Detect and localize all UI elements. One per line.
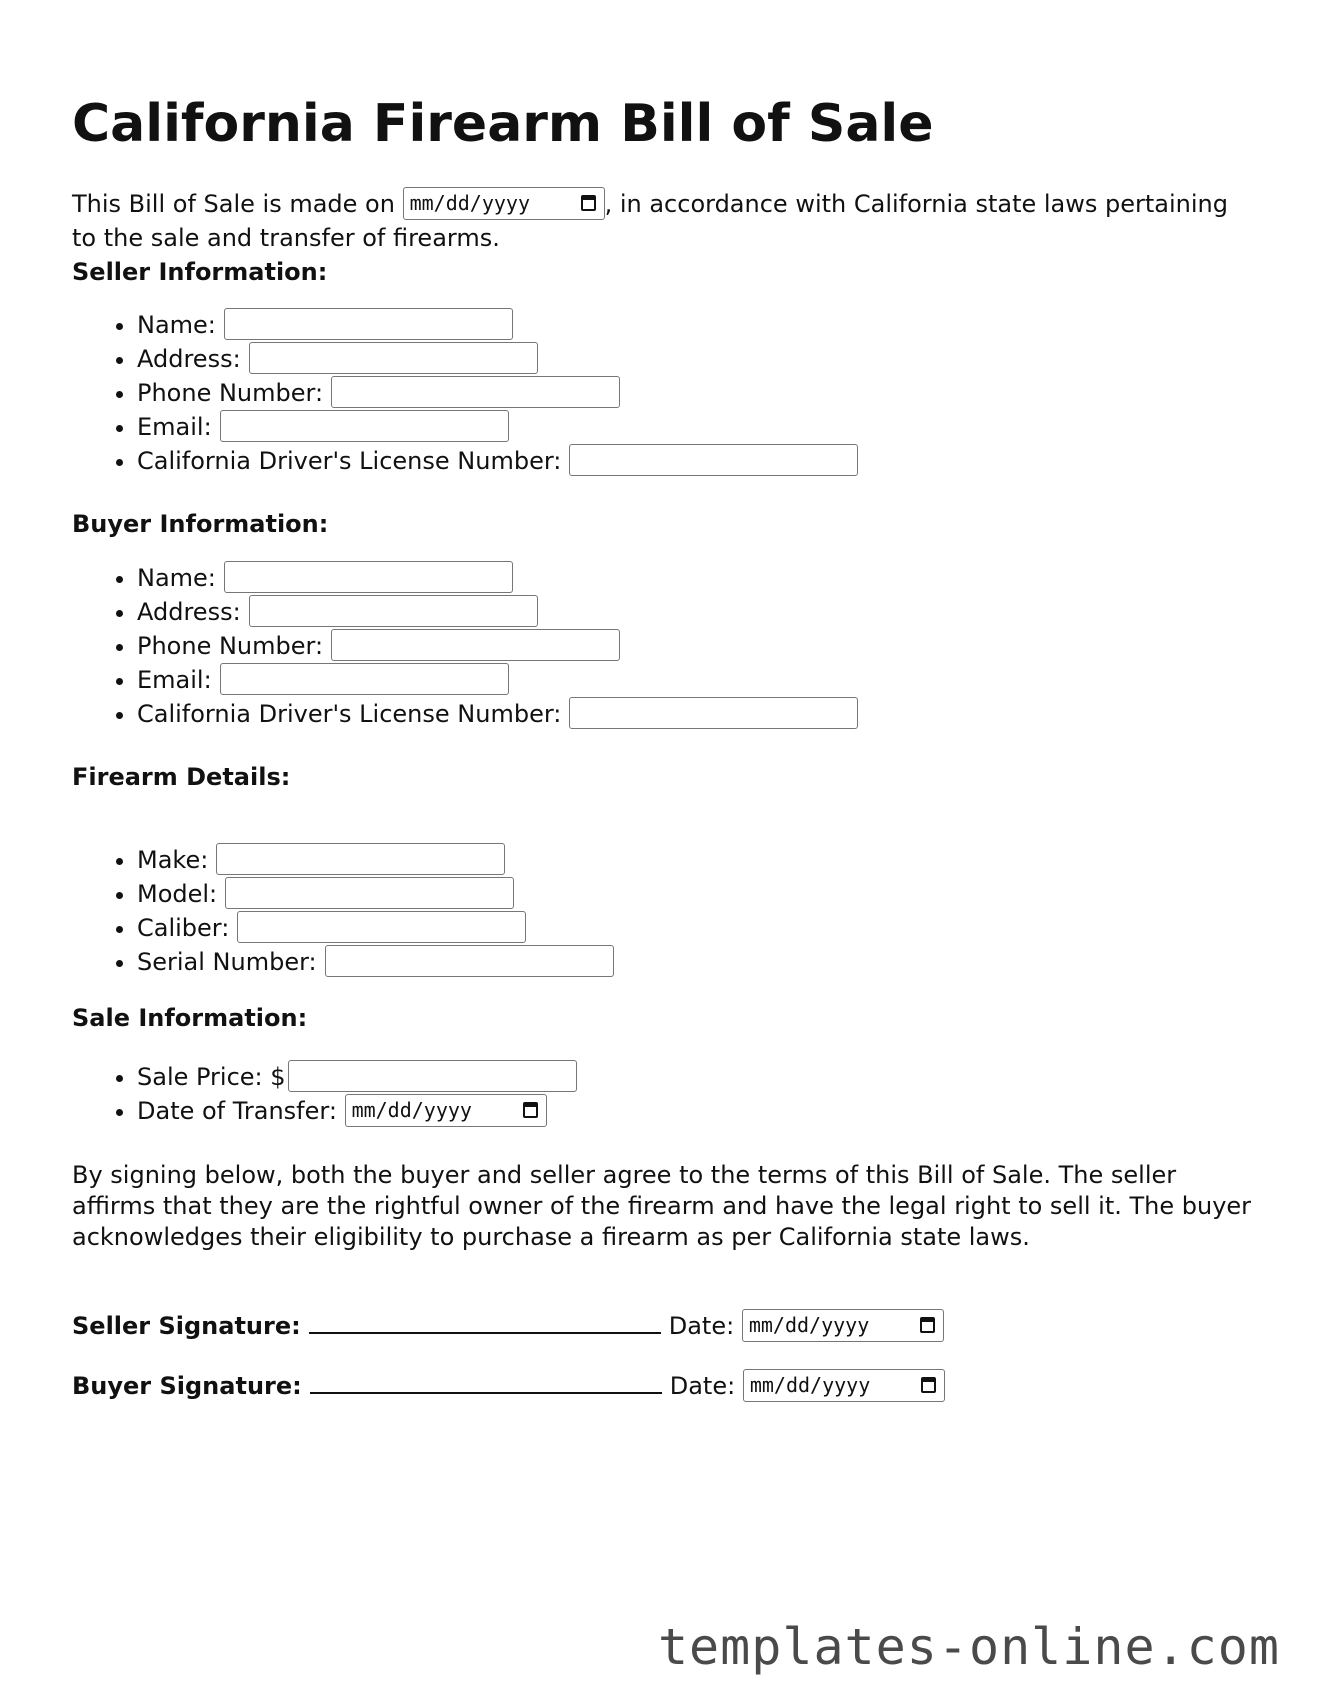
seller-address-item — [137, 342, 858, 376]
firearm-model-item — [137, 877, 614, 911]
seller-signature-row — [72, 1308, 944, 1344]
buyer-phone-label: Phone Number: — [137, 632, 324, 660]
seller-date-placeholder: mm/dd/yyyy — [748, 1313, 870, 1337]
seller-phone-label: Phone Number: — [137, 379, 324, 407]
calendar-icon[interactable] — [523, 1102, 538, 1118]
sale-date-placeholder: mm/dd/yyyy — [409, 190, 530, 215]
firearm-caliber-input[interactable] — [237, 911, 526, 943]
buyer-phone-input[interactable] — [331, 629, 620, 661]
calendar-icon[interactable] — [581, 195, 596, 211]
watermark-text: templates-online.com — [657, 1618, 1280, 1676]
sale-heading: Sale Information: — [72, 1004, 308, 1032]
buyer-license-item — [137, 697, 858, 731]
firearm-make-item — [137, 843, 614, 877]
calendar-icon[interactable] — [920, 1317, 935, 1333]
buyer-heading: Buyer Information: — [72, 510, 329, 538]
page-title: California Firearm Bill of Sale — [72, 94, 934, 154]
buyer-signature-row — [72, 1368, 945, 1404]
firearm-serial-input[interactable] — [325, 945, 614, 977]
seller-signature-line[interactable] — [309, 1310, 661, 1334]
firearm-caliber-item — [137, 911, 614, 945]
seller-signature-label: Seller Signature: — [72, 1312, 301, 1340]
buyer-address-label: Address: — [137, 598, 241, 626]
agreement-paragraph: By signing below, both the buyer and seller agree to the terms of this Bill of Sale. The seller affirms that they are the rightful owner of the firearm and have the legal right to sell it. The buyer acknowledges their eligibility to purchase a firearm as per California state laws. — [72, 1161, 1252, 1251]
transfer-date-input[interactable] — [345, 1094, 547, 1127]
seller-date-label: Date: — [668, 1312, 735, 1340]
transfer-date-item — [137, 1094, 577, 1128]
buyer-name-label: Name: — [137, 564, 216, 592]
buyer-date-label: Date: — [669, 1372, 736, 1400]
buyer-email-label: Email: — [137, 666, 212, 694]
seller-license-input[interactable] — [569, 444, 858, 476]
buyer-date-placeholder: mm/dd/yyyy — [749, 1373, 871, 1397]
seller-license-item — [137, 444, 858, 478]
seller-email-item — [137, 410, 858, 444]
firearm-model-label: Model: — [137, 880, 218, 908]
buyer-date-input[interactable] — [743, 1369, 945, 1402]
buyer-address-input[interactable] — [249, 595, 538, 627]
firearm-fields — [72, 843, 614, 979]
firearm-model-input[interactable] — [225, 877, 514, 909]
seller-name-input[interactable] — [224, 308, 513, 340]
firearm-caliber-label: Caliber: — [137, 914, 230, 942]
buyer-signature-label: Buyer Signature: — [72, 1372, 302, 1400]
firearm-make-label: Make: — [137, 846, 209, 874]
seller-phone-item — [137, 376, 858, 410]
seller-name-label: Name: — [137, 311, 216, 339]
buyer-fields — [72, 561, 858, 731]
buyer-phone-item — [137, 629, 858, 663]
seller-fields — [72, 308, 858, 478]
intro-text-after: , in accordance with California state laws pertaining to the sale and transfer of firearms. — [72, 190, 1228, 252]
buyer-email-input[interactable] — [220, 663, 509, 695]
buyer-signature-line[interactable] — [310, 1370, 662, 1394]
firearm-serial-item — [137, 945, 614, 979]
seller-address-label: Address: — [137, 345, 241, 373]
sale-fields — [72, 1060, 577, 1128]
sale-price-input[interactable] — [288, 1060, 577, 1092]
buyer-name-input[interactable] — [224, 561, 513, 593]
sale-price-item — [137, 1060, 577, 1094]
seller-date-input[interactable] — [742, 1309, 944, 1342]
seller-address-input[interactable] — [249, 342, 538, 374]
intro-paragraph — [72, 188, 1252, 255]
transfer-date-label: Date of Transfer: — [137, 1097, 337, 1125]
intro-text-before: This Bill of Sale is made on — [72, 190, 403, 218]
firearm-make-input[interactable] — [216, 843, 505, 875]
transfer-date-placeholder: mm/dd/yyyy — [351, 1098, 472, 1122]
seller-email-input[interactable] — [220, 410, 509, 442]
firearm-serial-label: Serial Number: — [137, 948, 317, 976]
firearm-heading: Firearm Details: — [72, 763, 291, 791]
buyer-name-item — [137, 561, 858, 595]
seller-name-item — [137, 308, 858, 342]
seller-phone-input[interactable] — [331, 376, 620, 408]
buyer-address-item — [137, 595, 858, 629]
buyer-email-item — [137, 663, 858, 697]
seller-email-label: Email: — [137, 413, 212, 441]
buyer-license-input[interactable] — [569, 697, 858, 729]
seller-license-label: California Driver's License Number: — [137, 447, 562, 475]
calendar-icon[interactable] — [921, 1377, 936, 1393]
sale-date-input[interactable] — [403, 187, 605, 220]
seller-heading: Seller Information: — [72, 258, 328, 286]
buyer-license-label: California Driver's License Number: — [137, 700, 562, 728]
sale-price-label: Sale Price: $ — [137, 1063, 286, 1091]
